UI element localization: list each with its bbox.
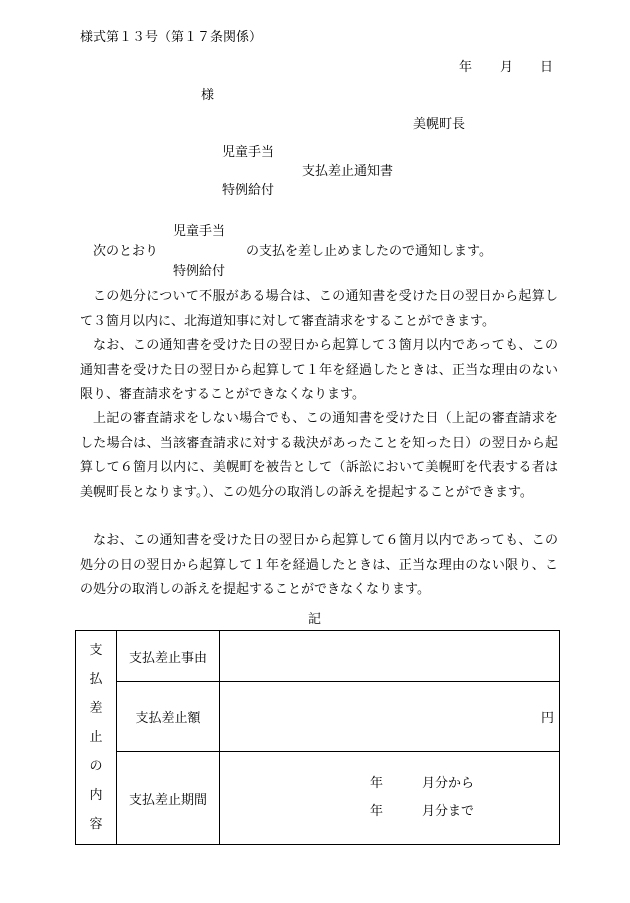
amount-label: 支払差止額 (117, 682, 220, 752)
title-main: 支払差止通知書 (302, 164, 394, 179)
date-day: 日 (540, 60, 554, 75)
table-row (76, 752, 560, 845)
table-row (76, 631, 560, 682)
paragraph-lawsuit-deadline: なお、この通知書を受けた日の翌日から起算して６箇月以内であっても、この処分の日の翌日から起算して１年を経過したときは、正当な理由のない限り、この処分の取消しの訴えを提起することができなくなります。 (80, 533, 558, 597)
side-label: 支 払 差 止 の 内 容 (76, 631, 117, 845)
title-option-jidou-teate: 児童手当 (222, 145, 275, 160)
amount-value (220, 682, 560, 752)
reason-value (220, 631, 560, 682)
form-number: 様式第１３号（第１７条関係） (80, 30, 263, 45)
details-table (75, 630, 560, 845)
notice-suffix: の支払を差し止めましたので通知します。 (246, 244, 492, 259)
ki-heading: 記 (308, 612, 322, 627)
date-month: 月 (500, 60, 514, 75)
paragraph-appeal-deadline: なお、この通知書を受けた日の翌日から起算して３箇月以内であっても、この通知書を受けた日の翌日から起算して１年を経過したときは、正当な理由のない限り、審査請求をすることができなくなります。 (80, 338, 558, 402)
notice-prefix: 次のとおり (93, 244, 159, 259)
period-value (220, 752, 560, 845)
addressee-suffix: 様 (201, 88, 215, 103)
period-label: 支払差止期間 (117, 752, 220, 845)
issuer: 美幌町長 (413, 117, 466, 132)
reason-label: 支払差止事由 (117, 631, 220, 682)
title-option-tokurei-kyufu: 特例給付 (222, 183, 275, 198)
notice-option-tokurei-kyufu: 特例給付 (173, 264, 226, 279)
date-year: 年 (459, 60, 473, 75)
period-from: 年 月分から (370, 776, 475, 791)
notice-option-jidou-teate: 児童手当 (173, 224, 226, 239)
period-to: 年 月分まで (370, 804, 475, 819)
table-row (76, 682, 560, 752)
paragraph-appeal: この処分について不服がある場合は、この通知書を受けた日の翌日から起算して３箇月以内に、北海道知事に対して審査請求をすることができます。 (80, 289, 558, 329)
paragraph-lawsuit: 上記の審査請求をしない場合でも、この通知書を受けた日（上記の審査請求をした場合は、当該審査請求に対する裁決があったことを知った日）の翌日から起算して６箇月以内に、美幌町を被告として（訴訟において美幌町を代表する者は美幌町長となります。）、この処分の取消しの訴えを提起することができます。 (80, 411, 558, 500)
amount-unit: 円 (540, 711, 554, 726)
